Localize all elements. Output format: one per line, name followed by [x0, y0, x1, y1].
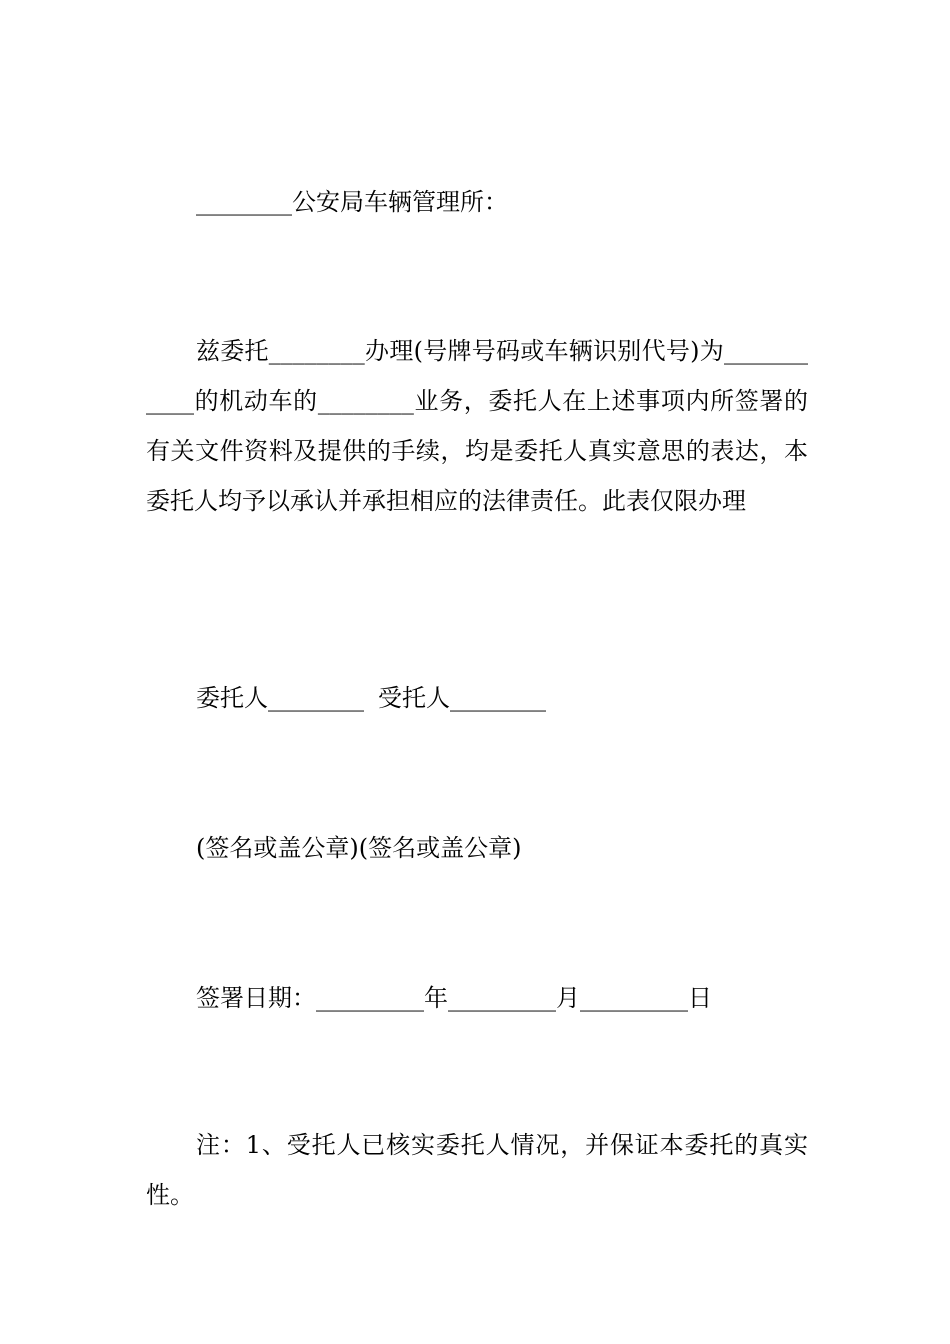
agent-field: 受托人________ — [378, 684, 546, 712]
principal-signature-note: (签名或盖公章) — [196, 834, 359, 862]
signing-date-line: 签署日期：_________年_________月_________日 — [196, 984, 712, 1012]
verification-note-paragraph: 注：1、受托人已核实委托人情况，并保证本委托的真实性。 — [146, 1131, 808, 1209]
signature-notes-line — [196, 836, 856, 860]
addressee-line: ________公安局车辆管理所： — [196, 188, 508, 216]
agent-signature-note: (签名或盖公章) — [358, 834, 522, 862]
principal-field: 委托人________ — [196, 684, 364, 712]
authorization-body-paragraph: 兹委托________办理(号牌号码或车辆识别代号)为___________的机动车的________业务，委托人在上述事项内所签署的有关文件资料及提供的手续，均是委托人真实意思的表达，本委托人均予以承认并承担相应的法律责任。此表仅限办理 — [146, 337, 808, 515]
parties-line — [196, 686, 856, 710]
